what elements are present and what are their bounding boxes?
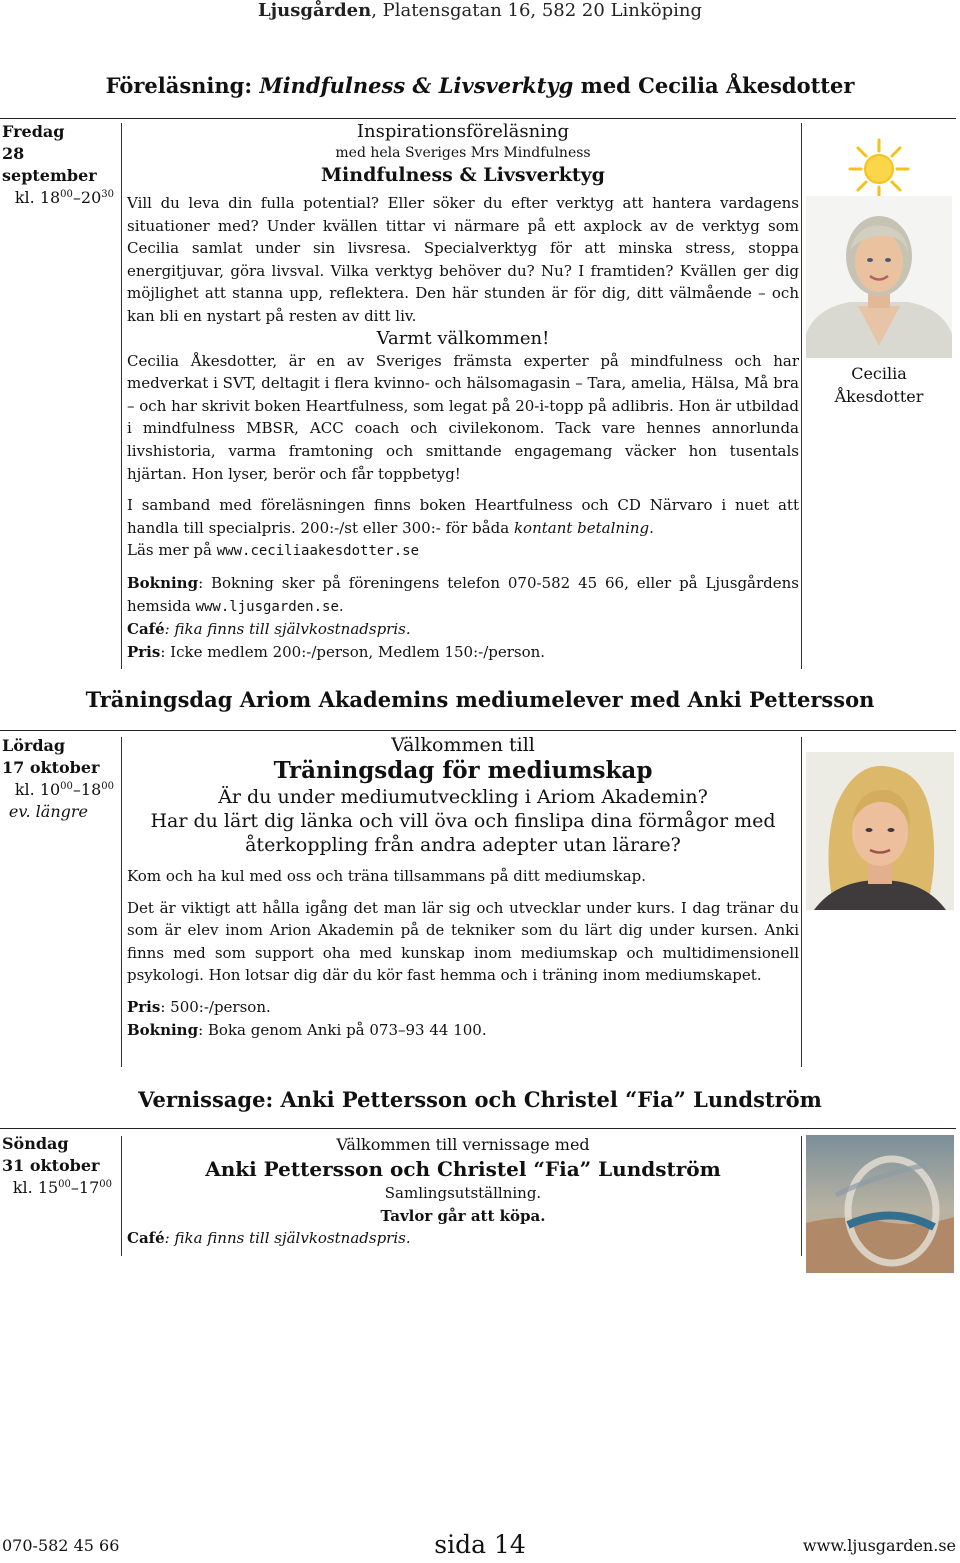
event2-date (2, 735, 118, 823)
event2-divider-right (801, 737, 802, 1067)
sun-icon (848, 138, 910, 200)
footer-website[interactable]: www.ljusgarden.se (802, 1536, 956, 1555)
event1-time: kl. $18^{00}-20^{30}$ (14, 188, 114, 207)
event3-body (127, 1134, 799, 1250)
cecilia-photo (806, 196, 952, 358)
footer-phone: 070-582 45 66 (2, 1536, 120, 1555)
event2-question2: Har du lärt dig länka och vill öva och finslipa dina förmågor med återkoppling från andra adepter utan lärare? (150, 810, 776, 856)
event2-extra: ev. längre (8, 802, 88, 821)
event2-title: Träningsdag Ariom Akademins mediumelever med Anki Pettersson (85, 687, 875, 712)
event2-divider-left (121, 737, 122, 1067)
event1-day: Fredag (2, 122, 65, 141)
event1-para2: Cecilia Åkesdotter, är en av Sveriges främsta experter på mindfulness och har medverkat i SVT, deltagit i flera kvinno- och hälsomagasin – Tara, amelia, Hälsa, Må bra – och har skrivit boken Heartfulness, som legat på 20-i-topp på adlibris. Hon är utbildad i mindfulness MBSR, ACC coach och civilekonom. Tack vare hennes annorlunda livshistoria, varma framtoning och smittande engagemang väcker hon tusentals hjärtan. Hon lyser, berör och får toppbetyg! (127, 351, 799, 483)
event3-date (2, 1133, 118, 1199)
event3-time: kl. $15^{00}-17^{00}$ (12, 1178, 112, 1197)
event3-day: Söndag (2, 1134, 69, 1153)
page-header (0, 0, 960, 22)
cecilia-caption: Cecilia Åkesdotter (834, 364, 924, 406)
event1-price: Pris: Icke medlem 200:-/person, Medlem 150:-/person. (127, 642, 546, 661)
event3-divider-right (801, 1136, 802, 1256)
event3-welcome: Välkommen till vernissage med (336, 1135, 590, 1154)
event3-cafe: Café: fika finns till självkostnadspris. (127, 1229, 411, 1248)
event2-welcome: Välkommen till (391, 734, 535, 756)
cecilia-website-link[interactable]: www.ceciliaakesdotter.se (216, 543, 420, 560)
event1-body (127, 120, 799, 663)
event1-date-text: 28 september (2, 144, 97, 185)
event2-booking: Bokning: Boka genom Anki på 073–93 44 100. (127, 1020, 487, 1039)
anki-photo (806, 752, 954, 910)
event2-para2: Det är viktigt att hålla igång det man lär sig och utvecklar under kurs. I dag tränar du som är elev inom Arion Akademin på de tekniker som du lärt dig under kursen. Anki finns med som support oha med kunskap inom mediumskap och multidimensionell psykologi. Hon lotsar dig där du kör fast hemma och i träning inom mediumskapet. (127, 898, 799, 985)
event1-welcome: Varmt välkommen! (376, 327, 550, 349)
event2-question1: Är du under mediumutveckling i Ariom Akademin? (218, 786, 708, 808)
event1-date (2, 121, 118, 209)
event3-artists: Anki Pettersson och Christel “Fia” Lundström (205, 1157, 721, 1181)
event1-para3: I samband med föreläsningen finns boken Heartfulness och CD Närvaro i nuet att handla till specialpris. 200:-/st eller 300:- för båda kontant betalning. (127, 496, 799, 537)
event1-divider-left (121, 123, 122, 669)
event1-intro-sub: med hela Sveriges Mrs Mindfulness (335, 145, 591, 161)
event2-day: Lördag (2, 736, 66, 755)
painting-image (806, 1135, 954, 1273)
event3-divider-left (121, 1136, 122, 1256)
event1-readmore: Läs mer på www.ceciliaakesdotter.se (127, 541, 420, 560)
event2-date-text: 17 oktober (2, 758, 100, 777)
event1-booking: Bokning: Bokning sker på föreningens telefon 070-582 45 66, eller på Ljusgårdens hemsida www.ljusgarden.se. (127, 573, 799, 615)
venue-name: Ljusgården (257, 0, 372, 21)
event2-body (127, 733, 799, 1041)
event1-para1: Vill du leva din fulla potential? Eller söker du efter verktyg att hantera vardagens situationer med? Under kvällen tittar vi närmare på ett axplock av de verktyg som Cecilia samlat under sin livsresa. Specialverktyg för att minska stress, stoppa energitjuvar, göra livsval. Vilka verktyg behöver du? Nu? I framtiden? Kvällen ger dig möjlighet att stanna upp, reflektera. Den här stunden är för dig, ditt välmående – och kan bli en nystart på resten av ditt liv. (127, 194, 799, 325)
event2-para1: Kom och ha kul med oss och träna tillsammans på ditt mediumskap. (127, 867, 647, 885)
event3-rule (0, 1128, 956, 1129)
event3-date-text: 31 oktober (2, 1156, 100, 1175)
event1-intro-topic: Mindfulness & Livsverktyg (321, 164, 605, 186)
footer-page-number: sida 14 (434, 1530, 526, 1559)
event2-heading: Träningsdag för mediumskap (273, 757, 653, 784)
event1-title: Föreläsning: Mindfulness & Livsverktyg med Cecilia Åkesdotter (105, 73, 855, 98)
ljusgarden-website-link[interactable]: www.ljusgarden.se (195, 598, 339, 615)
venue-address: , Platensgatan 16, 582 20 Linköping (371, 0, 703, 21)
event1-cafe: Café: fika finns till självkostnadspris. (127, 620, 411, 639)
event3-sale: Tavlor går att köpa. (380, 1206, 546, 1225)
event1-intro-heading: Inspirationsföreläsning (356, 121, 570, 142)
event2-price: Pris: 500:-/person. (127, 997, 271, 1016)
event3-exhibition: Samlingsutställning. (384, 1184, 542, 1202)
event2-rule (0, 730, 956, 731)
event1-divider-right (801, 123, 802, 669)
event2-time: kl. $10^{00}-18^{00}$ (14, 780, 114, 799)
event3-title: Vernissage: Anki Pettersson och Christel “Fia” Lundström (138, 1087, 822, 1112)
event1-rule (0, 118, 956, 119)
